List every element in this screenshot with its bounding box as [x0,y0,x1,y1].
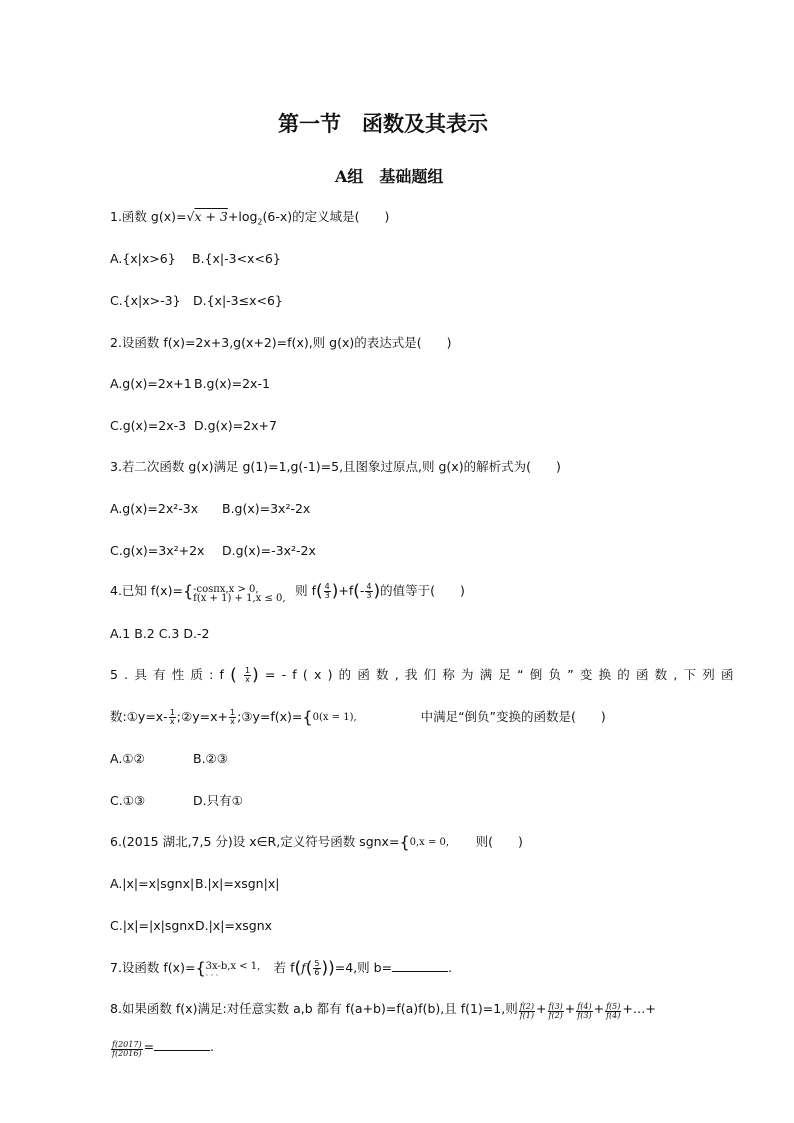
q1-sqrt-sign: √ [186,209,195,224]
q1-option-d: D.{x|-3≤x<6} [193,293,283,308]
q5-option-c: C.①③ [110,793,146,808]
page-title: 第一节 函数及其表示 [278,111,488,136]
q5-line2-c: ;③y=f(x)= [237,709,303,724]
q7-stem-c: =4,则 b= [334,960,393,975]
q3-option-c: C.g(x)=3x²+2x [110,543,205,558]
q1-option-c: C.{x|x>-3} [110,293,181,308]
q5-line1-b: =-f(x)的函数,我们称为满足“倒负”变换的函数,下列函 [264,667,740,682]
q6-option-c: C.|x|=|x|sgnx [110,918,195,933]
q6-option-d: D.|x|=xsgnx [195,918,273,933]
q5-line2-d: 中满足“倒负”变换的函数是( ) [420,709,606,724]
q4-piece-bottom: f(x + 1) + 1,x ≤ 0, [193,593,286,604]
question-6-stem [110,834,523,851]
q1-stem-b: +log [227,209,258,224]
q6-option-b: B.|x|=xsgn|x| [195,876,280,891]
q1-stem-a: 1.函数 g(x)= [110,209,187,224]
question-8-line-2 [110,1038,215,1058]
question-3-stem: 3.若二次函数 g(x)满足 g(1)=1,g(-1)=5,且图象过原点,则 g(x)的解析式为( ) [110,459,561,474]
q7-stem-b: 若 f [273,960,295,975]
q2-option-b: B.g(x)=2x-1 [194,376,270,391]
q8-answer-blank[interactable] [154,1038,210,1051]
q1-option-a: A.{x|x>6} [110,251,176,266]
question-8-stem: 8.如果函数 f(x)满足:对任意实数 a,b 都有 f(a+b)=f(a)f(b),且 f(1)=1,则 $\frac{f(2)}{f(1)}$ + $\frac{f(3)}{f(2)}$ + $\frac{f(4)}{f(3)}$ + $\frac{f(5)}{f(4)}$ +…+ [110,1001,656,1020]
q4-fraction-1: $\frac{4}{3}$ [324,582,330,600]
question-5-line-1: 5.具有性质:f( $\frac{1}{x}$ )=-f(x)的函数,我们称为满足“倒负”变换的函数,下列函 [110,665,740,686]
question-2-stem: 2.设函数 f(x)=2x+3,g(x+2)=f(x),则 g(x)的表达式是( ) [110,335,452,350]
q2-option-d: D.g(x)=2x+7 [194,418,277,433]
q4-stem-c: +f [338,583,354,598]
q8-end: . [210,1039,215,1054]
q4-stem-d: 的值等于( ) [380,583,465,598]
q8-last-fraction: $\frac{f(2017)}{f(2016)}$ [112,1040,142,1058]
q4-stem-a: 4.已知 f(x)= [110,583,183,598]
q6-stem-b: 则( ) [475,834,523,849]
q7-answer-blank[interactable] [392,959,448,972]
q2-option-c: C.g(x)=2x-3 [110,418,187,433]
q4-piecewise [193,584,295,604]
q8-fraction-3: $\frac{f(4)}{f(3)}$ [577,1002,592,1020]
q5-option-d: D.只有① [193,793,243,808]
q4-fraction-2: $\frac{4}{3}$ [366,582,372,600]
q6-stem-a: 6.(2015 湖北,7,5 分)设 x∈R,定义符号函数 sgnx= [110,834,400,849]
q8-ellipsis: +…+ [622,1001,656,1016]
q1-option-b: B.{x|-3<x<6} [192,251,281,266]
q7-piecewise [205,961,274,980]
q7-fraction: $\frac{5}{6}$ [314,959,320,977]
q1-radicand: x + 3 [194,209,228,224]
q7-stem-a: 7.设函数 f(x)= [110,960,196,975]
section-heading: A组 基础题组 [335,167,444,186]
q8-stem: 8.如果函数 f(x)满足:对任意实数 a,b 都有 f(a+b)=f(a)f(b),且 f(1)=1,则 [110,1001,518,1016]
q7-piece-bottom: · · · [205,971,219,980]
q5-option-a: A.①② [110,751,145,766]
q3-option-b: B.g(x)=3x²-2x [222,501,311,516]
q3-option-d: D.g(x)=-3x²-2x [222,543,316,558]
q8-eq: = [143,1039,155,1054]
q7-brace: { [195,958,206,978]
q1-stem-c: (6-x)的定义域是( ) [262,209,390,224]
q4-options: A.1 B.2 C.3 D.-2 [110,626,210,641]
q5-option-b: B.②③ [193,751,228,766]
question-4-stem: 4.已知 f(x)={ -cosπx,x > 0, f(x + 1) + 1,x ≤ 0, 则 f( $\frac{4}{3}$ )+f(- $\frac{4}{3}$ )的值等于( ) [110,581,465,604]
q8-fraction-4: $\frac{f(5)}{f(4)}$ [606,1002,621,1020]
q5-line2-a: 数:①y=x- [110,709,168,724]
q7-piece-top: 3x-b,x < 1, [205,961,261,972]
q3-option-a: A.g(x)=2x²-3x [110,501,199,516]
question-5-line-2 [110,709,606,726]
q5-line1-a: 5.具有性质:f [110,667,231,682]
q7-inner-f: f [301,960,306,975]
q4-piece-top: -cosπx,x > 0, [193,584,259,595]
q5-frac-a: $\frac{1}{x}$ [169,708,175,726]
q4-minus: - [359,583,365,598]
q5-piece-mid: 0(x = 1), [312,711,357,723]
q4-stem-b: 则 f [295,583,316,598]
q5-line2-b: ;②y=x+ [176,709,228,724]
question-1-stem [110,209,389,231]
q2-option-a: A.g(x)=2x+1 [110,376,192,391]
question-7-stem: 7.设函数 f(x)={ 3x-b,x < 1, · · · 若 f(f( $\frac{5}{6}$ ))=4,则 b= . [110,958,453,980]
q5-fraction: $\frac{1}{x}$ [244,666,251,684]
q5-frac-b: $\frac{1}{x}$ [229,708,236,726]
q7-stem-end: . [448,960,453,975]
q8-fraction-2: $\frac{f(3)}{f(2)}$ [548,1002,563,1020]
q6-option-a: A.|x|=x|sgnx| [110,876,195,891]
q4-brace: { [182,581,194,601]
q1-log-base: 2 [257,217,263,227]
q5-brace: { [302,707,313,727]
q8-fraction-1: $\frac{f(2)}{f(1)}$ [519,1002,535,1020]
q6-piece-mid: 0,x = 0, [409,836,450,848]
q6-brace: { [399,832,410,852]
